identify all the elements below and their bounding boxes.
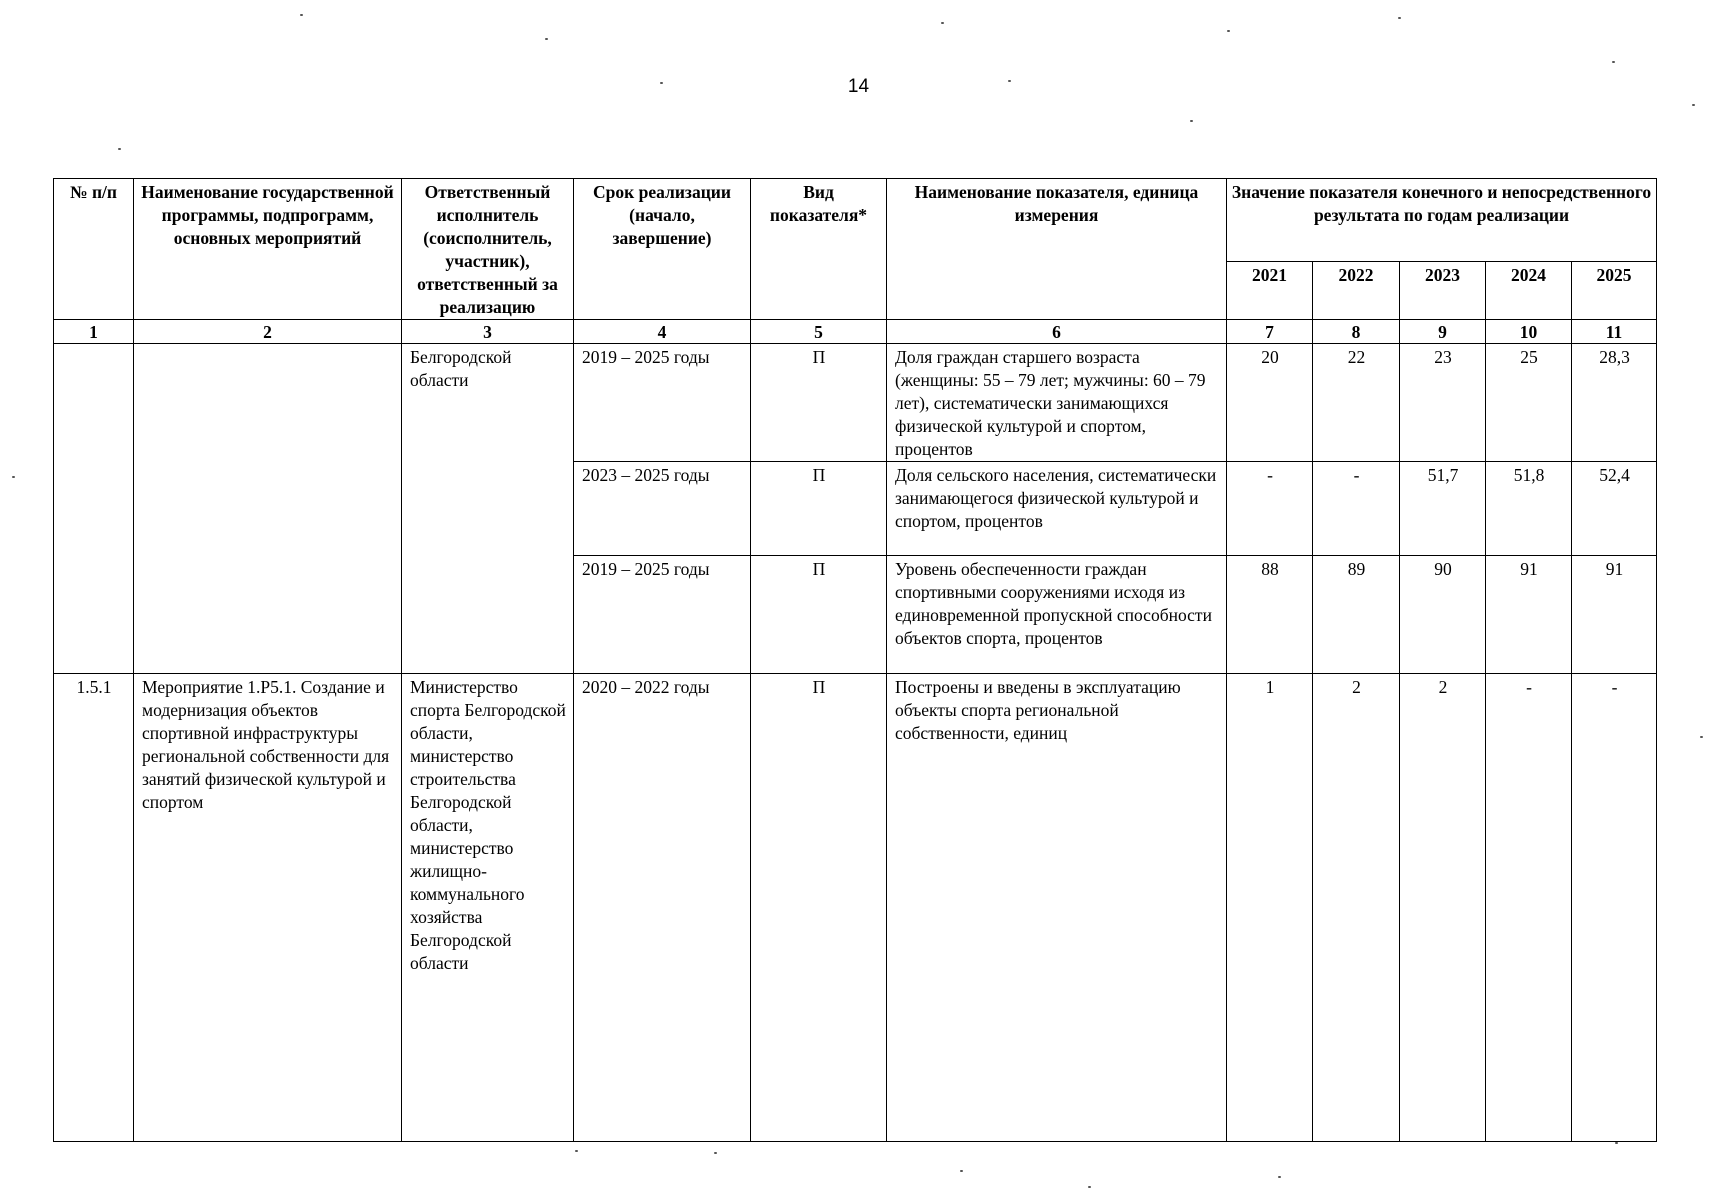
table-row [54,674,1657,1142]
column-numbers-row [54,320,1657,344]
header-indicator-kind: Вид показателя* [751,179,887,320]
column-number: 11 [1572,320,1657,344]
header-executor: Ответственный исполнитель (соисполнитель, участник), ответственный за реализацию [402,179,574,320]
scan-speck [300,14,303,16]
header-program-name: Наименование государственной программы, подпрограмм, основных мероприятий [134,179,402,320]
value-2023: 90 [1400,556,1486,674]
header-year: 2024 [1486,261,1572,319]
value-2021: 88 [1227,556,1313,674]
column-number: 9 [1400,320,1486,344]
indicator-name: Уровень обеспеченности граждан спортивными сооружениями исходя из единовременной пропускной способности объектов спорта, процентов [887,556,1227,674]
responsible-executor: Белгородской области [402,344,574,674]
program-indicators-table [53,178,1657,1142]
implementation-period: 2019 – 2025 годы [574,556,751,674]
header-year: 2025 [1572,261,1657,319]
value-2022: 89 [1313,556,1400,674]
value-2023: 2 [1400,674,1486,1142]
header-number: № п/п [54,179,134,320]
scan-speck [12,476,15,478]
scan-speck [575,1150,578,1152]
header-values-group: Значение показателя конечного и непосредственного результата по годам реализации [1227,179,1657,262]
value-2024: - [1486,674,1572,1142]
column-number: 3 [402,320,574,344]
column-number: 6 [887,320,1227,344]
column-number: 10 [1486,320,1572,344]
scan-speck [960,1170,963,1172]
value-2021: - [1227,462,1313,556]
value-2024: 51,8 [1486,462,1572,556]
value-2025: 52,4 [1572,462,1657,556]
value-2025: 91 [1572,556,1657,674]
scan-speck [660,82,663,84]
page-number: 14 [847,76,870,97]
header-row-1 [54,179,1657,262]
value-2024: 25 [1486,344,1572,462]
column-number: 7 [1227,320,1313,344]
scan-speck [118,148,121,150]
value-2025: - [1572,674,1657,1142]
value-2022: 2 [1313,674,1400,1142]
header-indicator-name: Наименование показателя, единица измерения [887,179,1227,320]
scan-speck [714,1152,717,1154]
value-2021: 1 [1227,674,1313,1142]
scan-speck [1612,61,1615,63]
value-2022: 22 [1313,344,1400,462]
indicator-name: Построены и введены в эксплуатацию объекты спорта региональной собственности, единиц [887,674,1227,1142]
value-2021: 20 [1227,344,1313,462]
indicator-name: Доля граждан старшего возраста (женщины: 55 – 79 лет; мужчины: 60 – 79 лет), систематически занимающихся физической культурой и спортом, процентов [887,344,1227,462]
program-name: Мероприятие 1.Р5.1. Создание и модернизация объектов спортивной инфраструктуры региональной собственности для занятий физической культурой и спортом [134,674,402,1142]
column-number: 5 [751,320,887,344]
value-2023: 23 [1400,344,1486,462]
scan-speck [1615,1142,1618,1144]
scan-speck [1398,17,1401,19]
scan-speck [1008,80,1011,82]
column-number: 1 [54,320,134,344]
implementation-period: 2019 – 2025 годы [574,344,751,462]
value-2022: - [1313,462,1400,556]
column-number: 8 [1313,320,1400,344]
scan-speck [1700,736,1703,738]
column-number: 2 [134,320,402,344]
scan-speck [941,22,944,24]
indicator-kind: П [751,462,887,556]
header-year: 2021 [1227,261,1313,319]
header-year: 2023 [1400,261,1486,319]
table-row [54,344,1657,462]
scan-speck [1692,104,1695,106]
scan-speck [545,38,548,40]
indicator-kind: П [751,556,887,674]
header-period: Срок реализации (начало, завершение) [574,179,751,320]
implementation-period: 2023 – 2025 годы [574,462,751,556]
implementation-period: 2020 – 2022 годы [574,674,751,1142]
header-year: 2022 [1313,261,1400,319]
responsible-executor: Министерство спорта Белгородской области, министерство строительства Белгородской области, министерство жилищно-коммунального хозяйства Белгородской области [402,674,574,1142]
indicator-name: Доля сельского населения, систематически занимающегося физической культурой и спортом, процентов [887,462,1227,556]
scan-speck [1088,1186,1091,1188]
indicator-kind: П [751,674,887,1142]
column-number: 4 [574,320,751,344]
row-number [54,344,134,674]
scan-speck [1190,120,1193,122]
scan-speck [1227,30,1230,32]
value-2023: 51,7 [1400,462,1486,556]
program-name [134,344,402,674]
indicator-kind: П [751,344,887,462]
value-2025: 28,3 [1572,344,1657,462]
row-number: 1.5.1 [54,674,134,1142]
scan-speck [1278,1176,1281,1178]
value-2024: 91 [1486,556,1572,674]
